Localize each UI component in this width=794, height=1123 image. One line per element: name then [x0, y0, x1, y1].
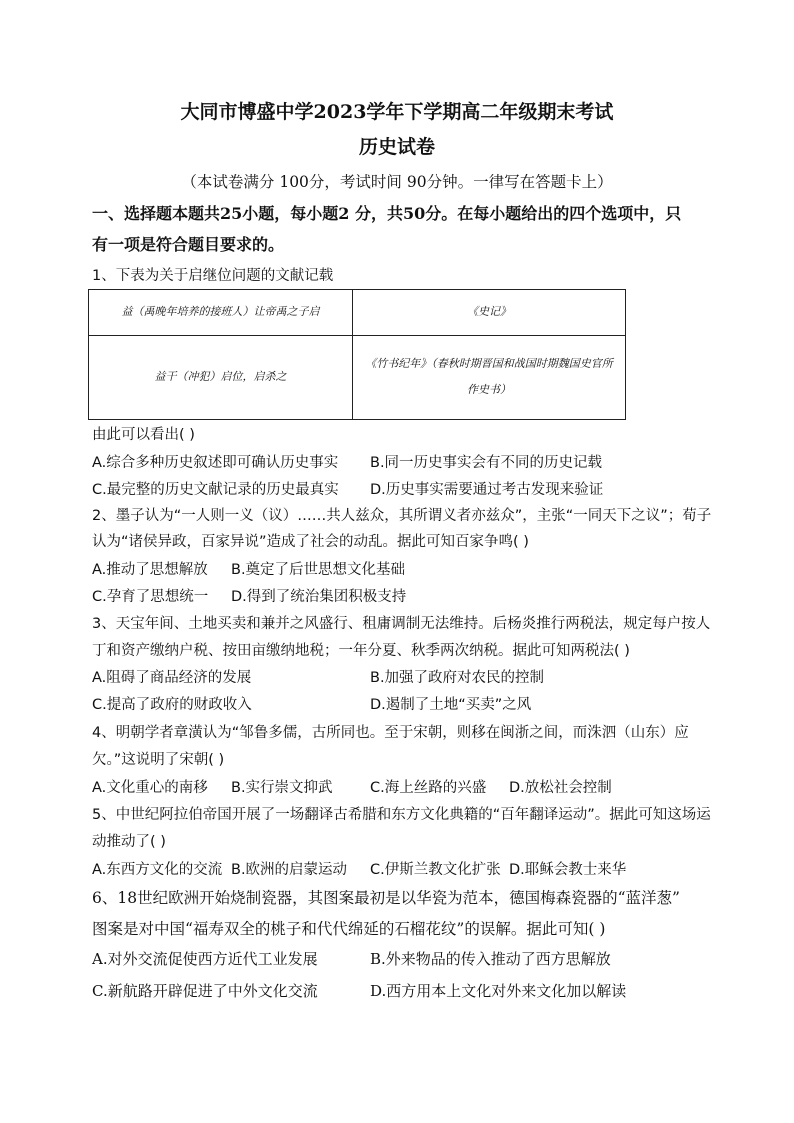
q3-option-d: D.遏制了土地“买卖”之风 [370, 697, 532, 713]
q2-option-b: B.奠定了后世思想文化基础 [231, 562, 406, 578]
exam-note: （本试卷满分 100分，考试时间 90分钟。一律写在答题卡上） [181, 173, 613, 191]
q6-option-c: C.新航路开辟促进了中外文化交流 [92, 982, 318, 1000]
q3-option-c: C.提高了政府的财政收入 [92, 697, 252, 713]
table-row [89, 290, 626, 336]
q4-line1: 4、明朝学者章潢认为“邹鲁多儒，古所同也。至于宋朝，则移在闽浙之间，而洙泗（山东）应 [92, 725, 689, 741]
q2-option-a: A.推动了思想解放 [92, 562, 208, 578]
table-cell: 《竹书纪年》（春秋时期晋国和战国时期魏国史官所作史书） [353, 335, 626, 419]
q1-source-table [88, 289, 626, 420]
q4-option-b: B.实行崇文抑武 [231, 780, 333, 796]
section-heading-line1: 一、选择题本题共25小题，每小题2 分，共50分。在每小题给出的四个选项中，只 [92, 204, 682, 223]
q6-option-a: A.对外交流促使西方近代工业发展 [92, 950, 318, 968]
q4-option-c: C.海上丝路的兴盛 [370, 780, 487, 796]
q6-line1: 6、18世纪欧洲开始烧制瓷器，其图案最初是以华瓷为范本，德国梅森瓷器的“蓝洋葱” [92, 889, 680, 907]
q1-tail: 由此可以看出( ) [92, 427, 195, 443]
table-cell: 益（禹晚年培养的接班人）让帝禹之子启 [89, 290, 353, 336]
q3-line1: 3、天宝年间、土地买卖和兼并之风盛行、租庸调制无法维持。后杨炎推行两税法，规定每户按人 [92, 616, 711, 632]
q5-option-a: A.东西方文化的交流 [92, 862, 223, 878]
q2-line2: 认为“诸侯异政，百家异说”造成了社会的动乱。据此可知百家争鸣( ) [92, 534, 529, 550]
q3-option-a: A.阻碍了商品经济的发展 [92, 670, 252, 686]
exam-subtitle: 历史试卷 [358, 136, 435, 158]
table-cell: 《史记》 [353, 290, 626, 336]
q3-option-b: B.加强了政府对农民的控制 [370, 670, 545, 686]
q5-line1: 5、中世纪阿拉伯帝国开展了一场翻译古希腊和东方文化典籍的“百年翻译运动”。据此可知这场运 [92, 807, 711, 823]
q6-line2: 图案是对中国“福寿双全的桃子和代代绵延的石榴花纹”的误解。据此可知( ) [92, 920, 606, 938]
q1-stem: 1、下表为关于启继位问题的文献记载 [92, 268, 334, 284]
q2-line1: 2、墨子认为“一人则一义（议）……共人兹众，其所谓义者亦兹众”，主张“一同天下之议”；荀子 [92, 508, 712, 524]
table-row [89, 335, 626, 419]
q1-option-a: A.综合多种历史叙述即可确认历史事实 [92, 455, 339, 471]
q3-line2: 丁和资产缴纳户税、按田亩缴纳地税；一年分夏、秋季两次纳税。据此可知两税法( ) [92, 643, 630, 659]
q6-option-b: B.外来物品的传入推动了西方思解放 [370, 950, 611, 968]
q5-option-b: B.欧洲的启蒙运动 [231, 862, 348, 878]
q4-line2: 欠。”这说明了宋朝( ) [92, 752, 225, 768]
q4-option-d: D.放松社会控制 [509, 780, 612, 796]
table-cell: 益干（冲犯）启位，启杀之 [89, 335, 353, 419]
q2-option-c: C.孕育了思想统一 [92, 589, 209, 605]
q6-option-d: D.西方用本上文化对外来文化加以解读 [370, 982, 627, 1000]
exam-title: 大同市博盛中学2023学年下学期高二年级期末考试 [180, 101, 614, 123]
q5-option-d: D.耶稣会教士来华 [509, 862, 627, 878]
q1-option-b: B.同一历史事实会有不同的历史记载 [370, 455, 603, 471]
q1-option-c: C.最完整的历史文献记录的历史最真实 [92, 482, 339, 498]
q1-option-d: D.历史事实需要通过考古发现来验证 [370, 482, 604, 498]
q5-option-c: C.伊斯兰教文化扩张 [370, 862, 501, 878]
q2-option-d: D.得到了统治集团积极支持 [231, 589, 407, 605]
q4-option-a: A.文化重心的南移 [92, 780, 208, 796]
q5-line2: 动推动了( ) [92, 834, 166, 850]
section-heading-line2: 有一项是符合题目要求的。 [92, 235, 285, 254]
